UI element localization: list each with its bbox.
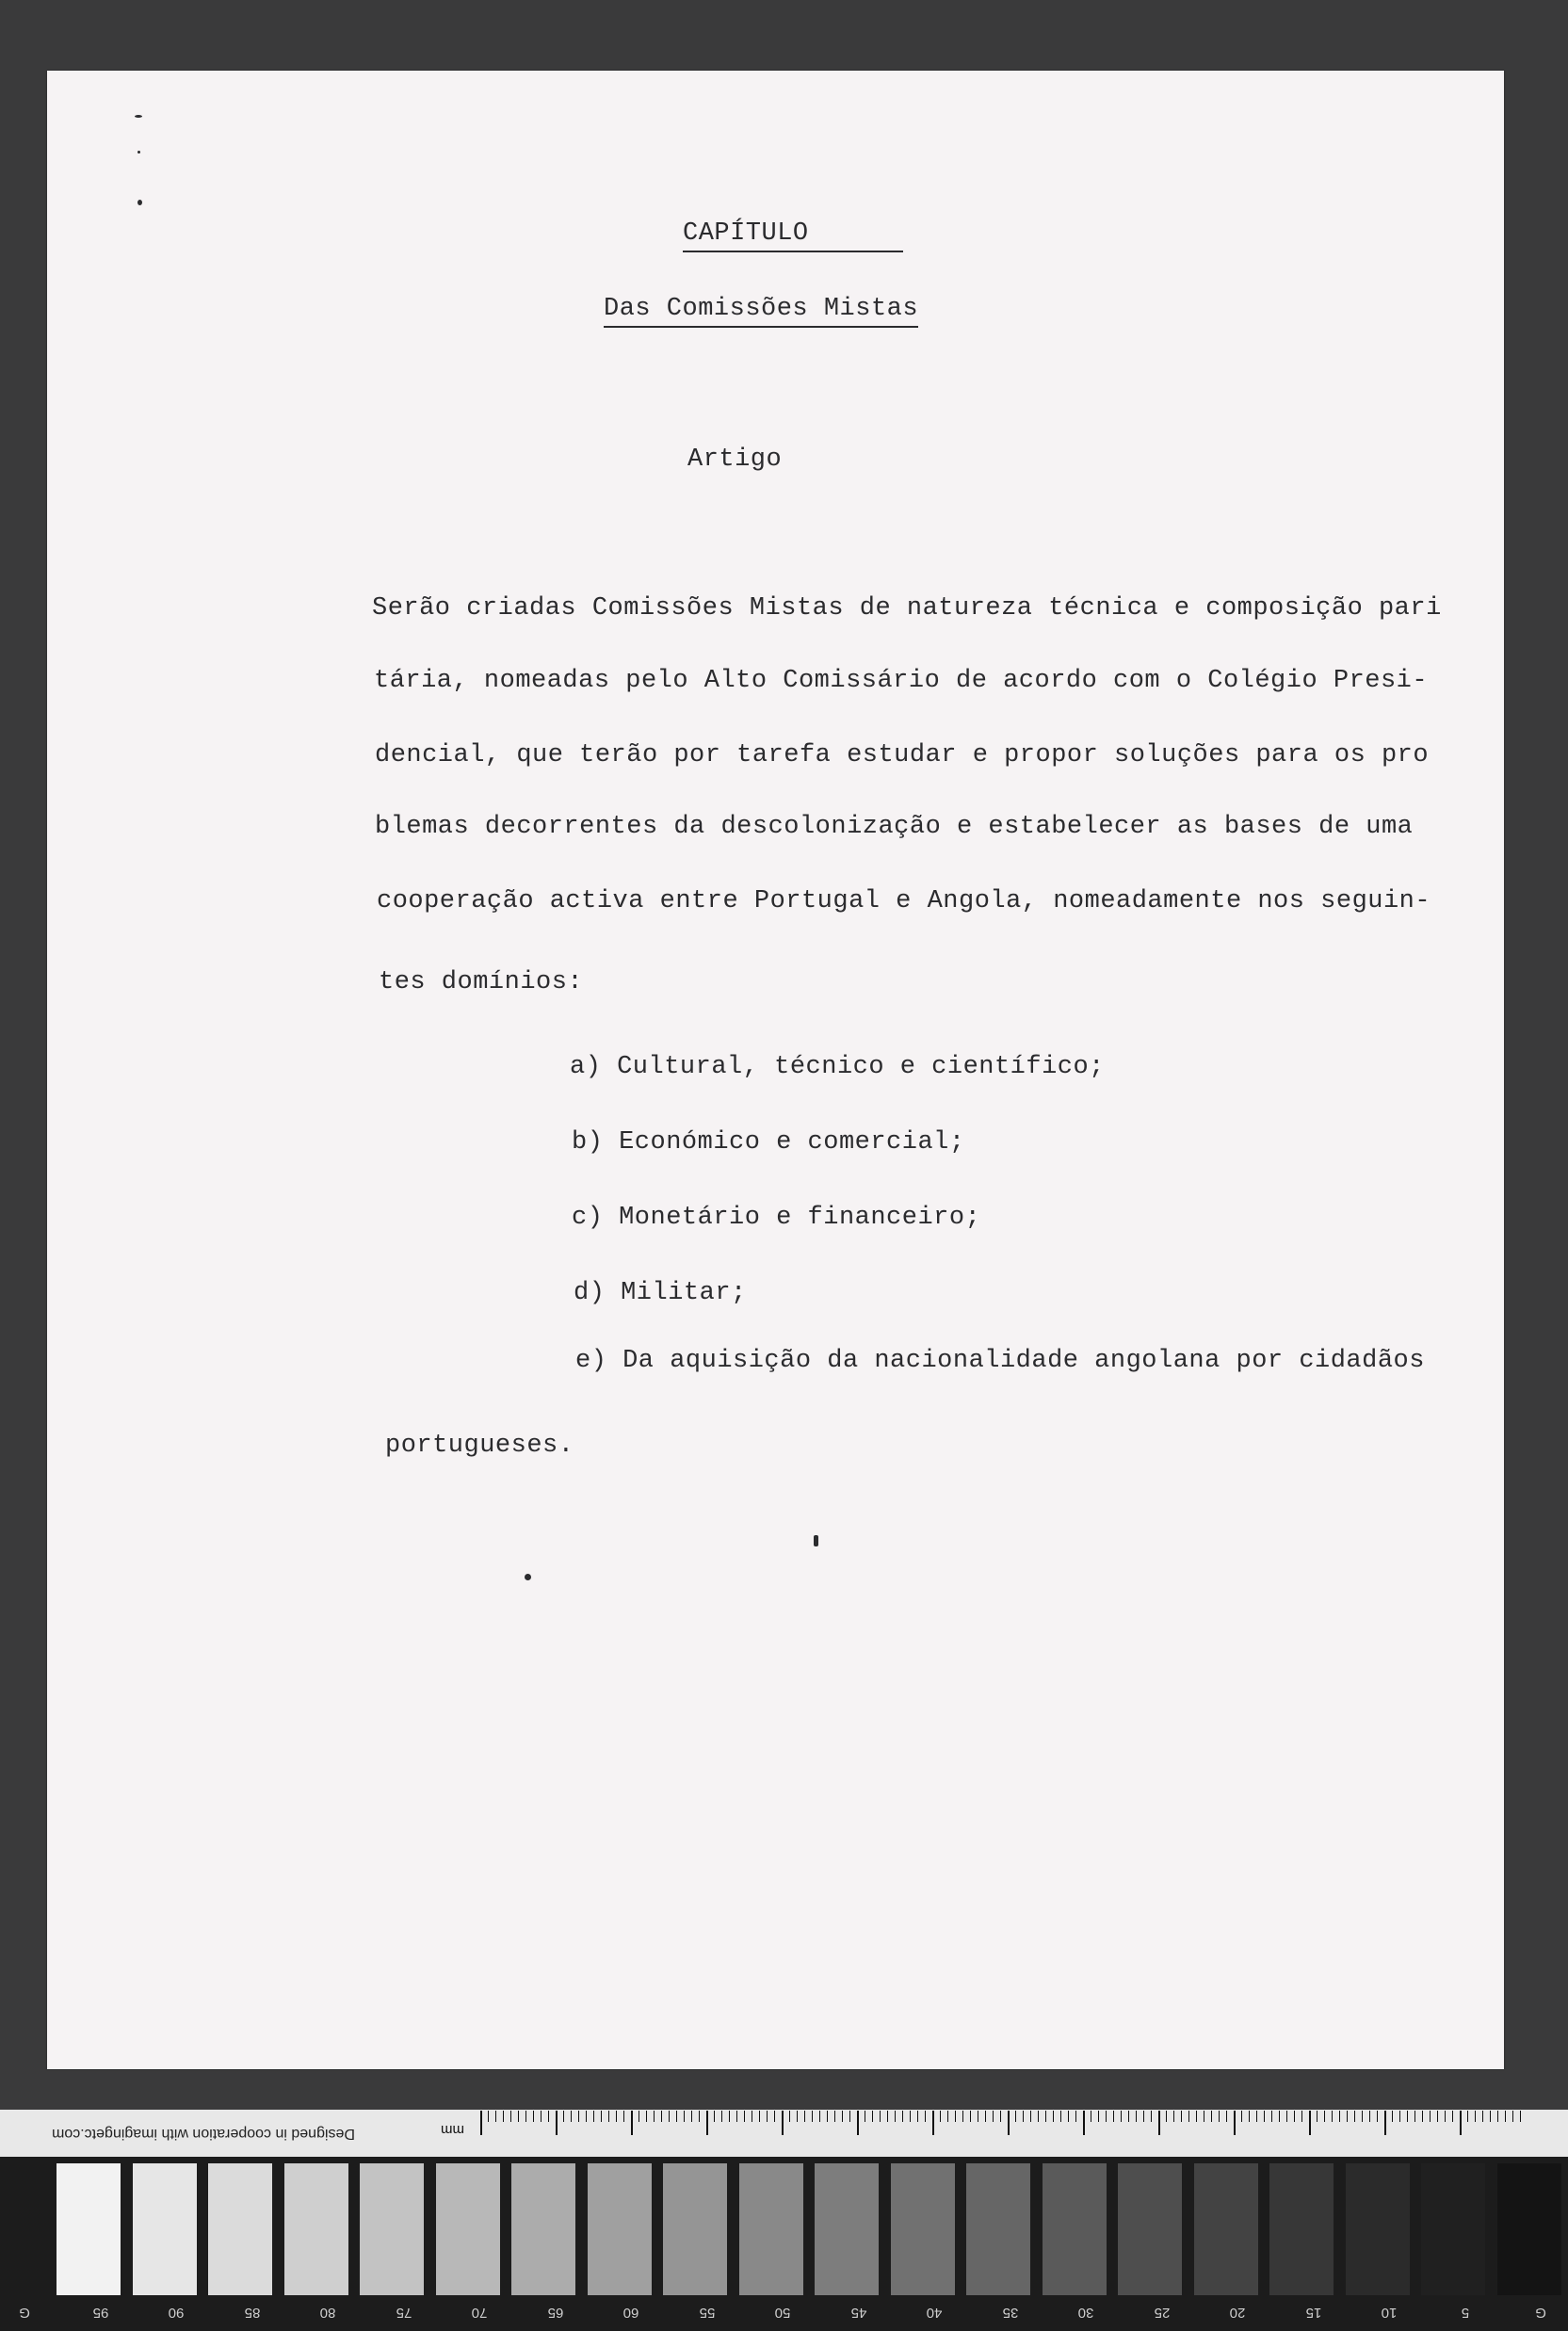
gray-patch bbox=[436, 2163, 500, 2295]
gray-patch bbox=[663, 2163, 727, 2295]
section-heading: Das Comissões Mistas bbox=[604, 295, 918, 328]
continuation-line: portugueses. bbox=[385, 1432, 574, 1460]
calibration-credit: Designed in cooperation with imagingetc.com bbox=[52, 2126, 355, 2142]
gray-patch-label: 45 bbox=[850, 2305, 866, 2321]
gray-patch bbox=[815, 2163, 879, 2295]
ruler-unit: mm bbox=[441, 2122, 464, 2138]
paragraph-line: Serão criadas Comissões Mistas de natureza técnica e composição pari bbox=[372, 594, 1442, 623]
list-item: a) Cultural, técnico e científico; bbox=[570, 1053, 1105, 1081]
gray-patch bbox=[360, 2163, 424, 2295]
gray-patch-label: 95 bbox=[92, 2305, 108, 2321]
gray-patch bbox=[1497, 2163, 1561, 2295]
gray-patch-label: 35 bbox=[1002, 2305, 1018, 2321]
paragraph-line: tes domínios: bbox=[379, 968, 584, 996]
gray-patch bbox=[588, 2163, 652, 2295]
gray-patch bbox=[284, 2163, 348, 2295]
margin-mark bbox=[137, 151, 140, 154]
gray-patch-label: G bbox=[1535, 2305, 1546, 2321]
gray-patch-label: 60 bbox=[622, 2305, 639, 2321]
gray-patch bbox=[1269, 2163, 1334, 2295]
mm-ruler-major-ticks bbox=[480, 2111, 1526, 2135]
list-item: e) Da aquisição da nacionalidade angolana por cidadãos bbox=[575, 1347, 1425, 1375]
list-item: b) Económico e comercial; bbox=[572, 1128, 965, 1157]
gray-patch bbox=[1194, 2163, 1258, 2295]
paragraph-line: blemas decorrentes da descolonização e estabelecer as bases de uma bbox=[375, 813, 1414, 841]
gray-patch-label: 40 bbox=[926, 2305, 943, 2321]
list-item: d) Militar; bbox=[574, 1279, 747, 1307]
gray-patch bbox=[133, 2163, 197, 2295]
gray-patch bbox=[966, 2163, 1030, 2295]
gray-patch-label: 25 bbox=[1154, 2305, 1170, 2321]
chapter-heading: CAPÍTULO bbox=[683, 219, 903, 252]
gray-patch-label: 85 bbox=[244, 2305, 260, 2321]
paragraph-line: dencial, que terão por tarefa estudar e propor soluções para os pro bbox=[375, 741, 1430, 769]
gray-patch-label: 30 bbox=[1077, 2305, 1094, 2321]
stray-comma bbox=[814, 1535, 818, 1546]
paragraph-line: cooperação activa entre Portugal e Angola, nomeadamente nos seguin- bbox=[377, 887, 1431, 915]
gray-patch-label: 70 bbox=[471, 2305, 488, 2321]
gray-patch-label: G bbox=[19, 2305, 30, 2321]
list-item: c) Monetário e financeiro; bbox=[572, 1204, 981, 1232]
gray-patch bbox=[891, 2163, 955, 2295]
gray-patch-label: 20 bbox=[1229, 2305, 1246, 2321]
article-heading: Artigo bbox=[687, 445, 783, 474]
gray-patch bbox=[739, 2163, 803, 2295]
gray-patch bbox=[1043, 2163, 1107, 2295]
gray-patch-label: 75 bbox=[396, 2305, 412, 2321]
paragraph-line: tária, nomeadas pelo Alto Comissário de acordo com o Colégio Presi- bbox=[374, 667, 1429, 695]
gray-patch-label: 50 bbox=[774, 2305, 791, 2321]
gray-patch-label: 5 bbox=[1461, 2305, 1469, 2321]
gray-patch bbox=[208, 2163, 272, 2295]
gray-patch-label: 55 bbox=[699, 2305, 715, 2321]
gray-patch-label: 90 bbox=[168, 2305, 185, 2321]
margin-mark bbox=[137, 200, 142, 205]
gray-patch-label: 80 bbox=[319, 2305, 336, 2321]
gray-patch-label: 15 bbox=[1305, 2305, 1321, 2321]
gray-patch-label: 65 bbox=[547, 2305, 563, 2321]
gray-patch-label: 10 bbox=[1381, 2305, 1398, 2321]
stray-dot bbox=[525, 1574, 531, 1580]
margin-mark bbox=[135, 115, 142, 118]
gray-patch bbox=[1346, 2163, 1410, 2295]
gray-patch bbox=[1118, 2163, 1182, 2295]
gray-patch bbox=[1421, 2163, 1485, 2295]
gray-patch bbox=[57, 2163, 121, 2295]
gray-patch bbox=[511, 2163, 575, 2295]
